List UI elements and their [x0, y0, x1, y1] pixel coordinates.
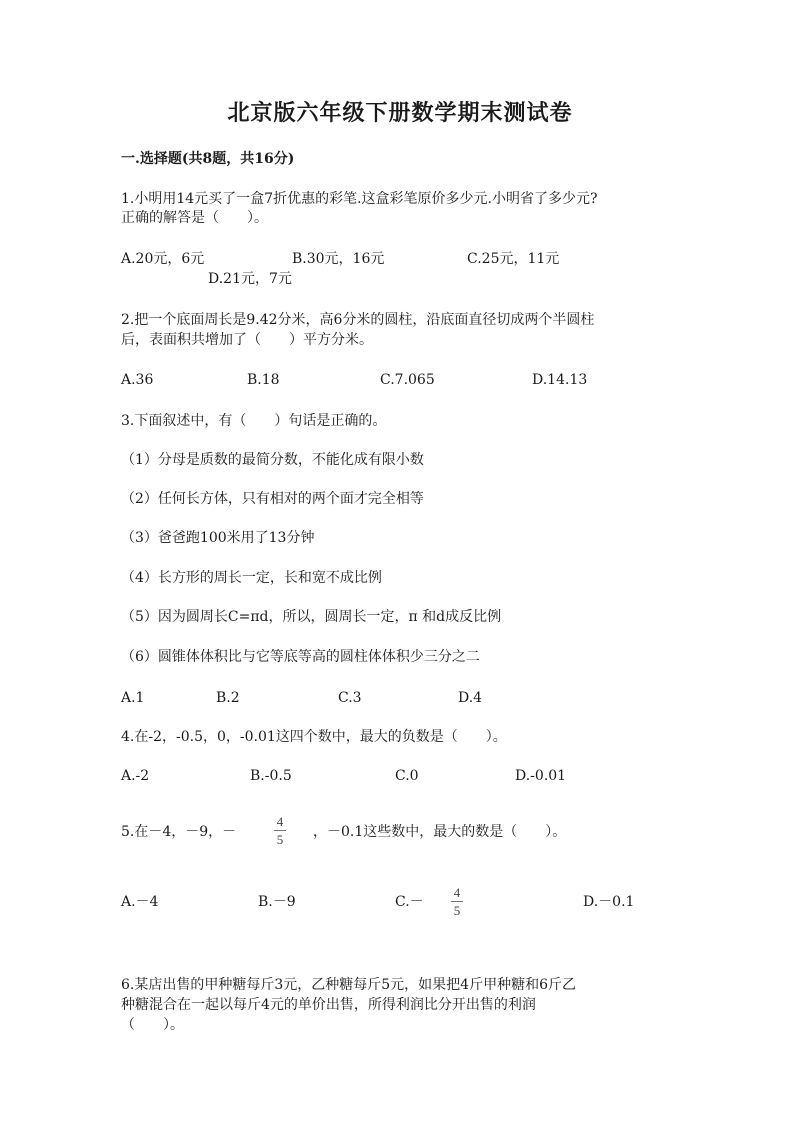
page-title: 北京版六年级下册数学期末测试卷: [227, 100, 573, 126]
q3-option-b[interactable]: B.2: [216, 690, 240, 706]
q3-statement-6: （6）圆锥体体积比与它等底等高的圆柱体体积少三分之二: [121, 649, 480, 665]
q4-option-c[interactable]: C.0: [395, 768, 419, 784]
q4-stem: 4.在-2，-0.5，0，-0.01这四个数中，最大的负数是（ ）。: [121, 729, 507, 745]
fraction-bar: [451, 901, 463, 902]
q2-stem-line-2: 后，表面积共增加了（ ）平方分米。: [121, 332, 373, 348]
q2-option-a[interactable]: A.36: [121, 372, 154, 388]
q3-option-d[interactable]: D.4: [458, 690, 483, 706]
q5-stem-after: ，－0.1这些数中，最大的数是（ ）。: [313, 824, 567, 840]
q1-option-d[interactable]: D.21元，7元: [208, 271, 292, 287]
q5-fraction: [272, 814, 288, 847]
q2-option-c[interactable]: C.7.065: [380, 372, 435, 388]
q3-statement-5: （5）因为圆周长C=πd，所以，圆周长一定，π 和d成反比例: [121, 609, 502, 625]
q3-option-c[interactable]: C.3: [338, 690, 362, 706]
fraction-denominator: 5: [453, 903, 461, 918]
q1-stem-line-2: 正确的解答是（ ）。: [121, 210, 268, 226]
section-heading: 一.选择题(共8题，共16分): [121, 151, 295, 167]
q4-option-a[interactable]: A.-2: [121, 768, 150, 784]
q3-statement-3: （3）爸爸跑100米用了13分钟: [121, 530, 315, 546]
fraction-denominator: 5: [276, 832, 284, 847]
q1-option-a[interactable]: A.20元，6元: [121, 251, 205, 267]
q1-stem-line-1: 1.小明用14元买了一盒7折优惠的彩笔.这盒彩笔原价多少元.小明省了多少元?: [121, 191, 598, 207]
q3-statement-2: （2）任何长方体，只有相对的两个面才完全相等: [121, 491, 424, 507]
fraction-numerator: 4: [453, 885, 461, 900]
q4-option-b[interactable]: B.-0.5: [250, 768, 292, 784]
q5-stem-before: 5.在－4，－9，－: [121, 824, 237, 840]
fraction-numerator: 4: [276, 814, 284, 829]
q3-option-a[interactable]: A.1: [121, 690, 145, 706]
q1-option-b[interactable]: B.30元，16元: [292, 251, 385, 267]
q2-option-d[interactable]: D.14.13: [532, 372, 588, 388]
q5-option-b[interactable]: B.－9: [258, 894, 296, 910]
q2-stem-line-1: 2.把一个底面周长是9.42分米，高6分米的圆柱，沿底面直径切成两个半圆柱: [121, 312, 595, 328]
q3-statement-4: （4）长方形的周长一定，长和宽不成比例: [121, 570, 382, 586]
q5-option-a[interactable]: A.－4: [121, 894, 159, 910]
q4-option-d[interactable]: D.-0.01: [515, 768, 567, 784]
q6-stem-line-1: 6.某店出售的甲种糖每斤3元，乙种糖每斤5元，如果把4斤甲种糖和6斤乙: [121, 977, 576, 993]
q6-stem-line-3: （ ）。: [121, 1017, 184, 1033]
q1-option-c[interactable]: C.25元，11元: [467, 251, 560, 267]
q3-statement-1: （1）分母是质数的最简分数，不能化成有限小数: [121, 452, 424, 468]
fraction-bar: [274, 830, 286, 831]
q6-stem-line-2: 种糖混合在一起以每斤4元的单价出售，所得利润比分开出售的利润: [121, 997, 536, 1013]
q5-option-c[interactable]: C.－: [395, 894, 424, 910]
q2-option-b[interactable]: B.18: [247, 372, 280, 388]
q5-option-c-fraction: [449, 885, 465, 918]
q3-stem: 3.下面叙述中，有（ ）句话是正确的。: [121, 413, 387, 429]
q5-option-d[interactable]: D.－0.1: [583, 894, 635, 910]
